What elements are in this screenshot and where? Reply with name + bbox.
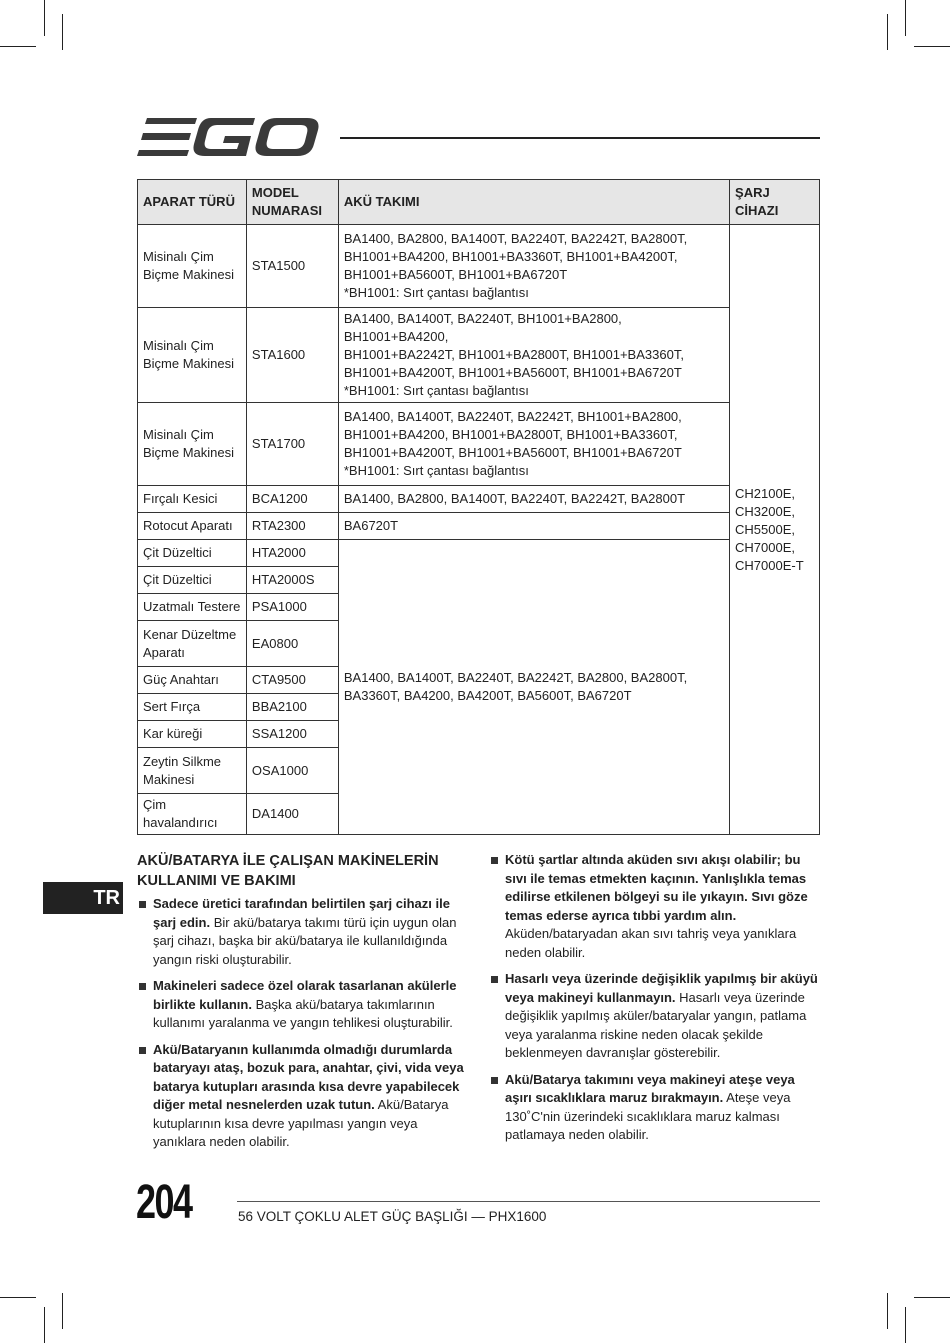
cell-charger: CH2100E, CH3200E, CH5500E, CH7000E, CH7000E-T — [730, 225, 820, 835]
table-row — [138, 513, 820, 540]
cell-model: BBA2100 — [246, 694, 338, 721]
cell-battery: BA6720T — [338, 513, 729, 540]
cell-model: STA1500 — [246, 225, 338, 308]
bullet-text: Akü/Batarya kutuplarının kısa devre yapılması yangın veya yanıklara neden olabilir. — [153, 1097, 449, 1149]
list-item — [137, 895, 472, 969]
bullet-text: Bir akü/batarya takımı türü için uygun olan şarj cihazı, başka bir akü/batarya ile kullanıldığında yangın riski oluşturabilir. — [153, 914, 457, 967]
cell-type: Zeytin Silkme Makinesi — [138, 748, 247, 794]
bullet-bold: Kötü şartlar altında aküden sıvı akışı olabilir; bu sıvı ile temas etmekten kaçının. Yanlışlıkla temas edilirse etkilenen bölgeyi su ile yıkayın. Sıvı göze temas ederse ayrıca tıbbi yardım alın. — [505, 852, 808, 923]
crop-mark — [905, 1307, 906, 1343]
table-row — [138, 540, 820, 567]
crop-mark — [0, 46, 36, 47]
crop-mark — [62, 1293, 63, 1329]
list-item — [137, 1041, 472, 1152]
crop-mark — [44, 0, 45, 36]
cell-type: Sert Fırça — [138, 694, 247, 721]
cell-type: Çit Düzeltici — [138, 540, 247, 567]
cell-type: Misinalı Çim Biçme Makinesi — [138, 308, 247, 403]
compatibility-table — [137, 179, 820, 835]
cell-battery: BA1400, BA1400T, BA2240T, BH1001+BA2800, BH1001+BA4200, BH1001+BA2242T, BH1001+BA2800T, BH1001+BA3360T, BH1001+BA4200T, BH1001+BA5600T, BH1001+BA6720T *BH1001: Sırt çantası bağlantısı — [338, 308, 729, 403]
header-model: MODEL NUMARASI — [246, 180, 338, 225]
bullet-text: Aküden/bataryadan akan sıvı tahriş veya yanıklara neden olabilir. — [505, 926, 797, 960]
list-item — [489, 1071, 822, 1145]
crop-mark — [887, 1293, 888, 1329]
cell-type: Çim havalandırıcı — [138, 794, 247, 835]
table-row — [138, 225, 820, 308]
table-row — [138, 308, 820, 403]
footer-rule — [237, 1201, 820, 1202]
section-title: AKÜ/BATARYA İLE ÇALIŞAN MAKİNELERİN KULLANIMI VE BAKIMI — [137, 853, 439, 889]
cell-model: SSA1200 — [246, 721, 338, 748]
crop-mark — [887, 14, 888, 50]
cell-model: HTA2000 — [246, 540, 338, 567]
cell-model: RTA2300 — [246, 513, 338, 540]
cell-battery: BA1400, BA2800, BA1400T, BA2240T, BA2242T, BA2800T, BH1001+BA4200, BH1001+BA3360T, BH1001+BA4200T, BH1001+BA5600T, BH1001+BA6720T *BH1001: Sırt çantası bağlantısı — [338, 225, 729, 308]
cell-shared-battery: BA1400, BA1400T, BA2240T, BA2242T, BA2800, BA2800T, BA3360T, BA4200, BA4200T, BA5600T, BA6720T — [338, 540, 729, 835]
cell-model: DA1400 — [246, 794, 338, 835]
language-tab: TR — [43, 882, 123, 914]
cell-model: STA1700 — [246, 403, 338, 486]
header-type: APARAT TÜRÜ — [138, 180, 247, 225]
header-battery: AKÜ TAKIMI — [338, 180, 729, 225]
cell-type: Fırçalı Kesici — [138, 486, 247, 513]
cell-battery: BA1400, BA2800, BA1400T, BA2240T, BA2242T, BA2800T — [338, 486, 729, 513]
bullet-text: Hasarlı veya üzerinde değişiklik yapılmış aküler/bataryalar yangın, patlama veya yaralanma riskine neden olacak şekilde beklenmeyen davranışlar gösterebilir. — [505, 989, 807, 1060]
crop-mark — [62, 14, 63, 50]
cell-model: HTA2000S — [246, 567, 338, 594]
header-rule — [340, 137, 820, 139]
cell-type: Uzatmalı Testere — [138, 594, 247, 621]
header-charger: ŞARJ CİHAZI — [730, 180, 820, 225]
bullet-bold: Akü/Bataryanın kullanımda olmadığı durumlarda bataryayı ataş, bozuk para, anahtar, çivi, vida veya batarya kutupları arasında kısa devre yapabilecek diğer metal nesnelerden uzak tutun. — [153, 1041, 464, 1112]
cell-model: PSA1000 — [246, 594, 338, 621]
list-item — [137, 977, 472, 1033]
ego-logo — [137, 116, 322, 158]
right-column — [489, 851, 822, 1153]
bullet-text: Ateşe veya 130˚C'nin üzerindeki sıcaklıklara maruz kalması patlamaya neden olabilir. — [505, 1090, 791, 1142]
bullet-bold: Akü/Batarya takımını veya makineyi ateşe veya aşırı sıcaklıklara maruz bırakmayın. — [505, 1071, 795, 1105]
cell-type: Güç Anahtarı — [138, 667, 247, 694]
cell-model: CTA9500 — [246, 667, 338, 694]
page-number: 204 — [136, 1176, 192, 1229]
cell-model: BCA1200 — [246, 486, 338, 513]
footer-title: 56 VOLT ÇOKLU ALET GÜÇ BAŞLIĞI — PHX1600 — [238, 1209, 547, 1224]
cell-type: Rotocut Aparatı — [138, 513, 247, 540]
table-row — [138, 403, 820, 486]
bullet-text: Başka akü/batarya takımlarının kullanımı yaralanma ve yangın tehlikesi oluşturabilir. — [153, 996, 453, 1030]
cell-model: STA1600 — [246, 308, 338, 403]
cell-model: EA0800 — [246, 621, 338, 667]
cell-battery: BA1400, BA1400T, BA2240T, BA2242T, BH1001+BA2800, BH1001+BA4200, BH1001+BA2800T, BH1001+BA3360T, BH1001+BA4200T, BH1001+BA5600T, BH1001+BA6720T *BH1001: Sırt çantası bağlantısı — [338, 403, 729, 486]
cell-type: Misinalı Çim Biçme Makinesi — [138, 403, 247, 486]
cell-type: Kenar Düzeltme Aparatı — [138, 621, 247, 667]
cell-model: OSA1000 — [246, 748, 338, 794]
left-column — [137, 851, 472, 1160]
crop-mark — [914, 1297, 950, 1298]
crop-mark — [914, 46, 950, 47]
crop-mark — [0, 1297, 36, 1298]
bullet-bold: Makineleri sadece özel olarak tasarlanan akülerle birlikte kullanın. — [153, 978, 457, 1012]
cell-type: Misinalı Çim Biçme Makinesi — [138, 225, 247, 308]
table-row — [138, 486, 820, 513]
list-item — [489, 970, 822, 1063]
bullet-bold: Hasarlı veya üzerinde değişiklik yapılmış bir aküyü veya makineyi kullanmayın. — [505, 971, 818, 1005]
bullet-bold: Sadece üretici tarafından belirtilen şarj cihazı ile şarj edin. — [153, 896, 450, 930]
table-header-row — [138, 180, 820, 225]
cell-type: Kar küreği — [138, 721, 247, 748]
crop-mark — [905, 0, 906, 36]
cell-type: Çit Düzeltici — [138, 567, 247, 594]
crop-mark — [44, 1307, 45, 1343]
list-item — [489, 851, 822, 962]
